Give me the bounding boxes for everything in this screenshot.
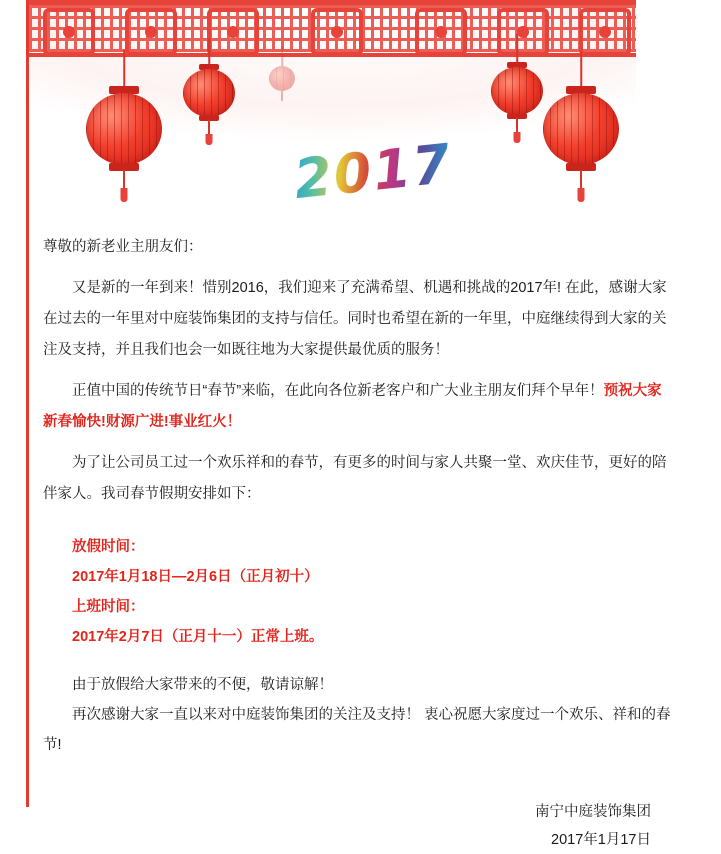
paragraph-new-year-greeting: 又是新的一年到来！惜别2016，我们迎来了充满希望、机遇和挑战的2017年! 在此，感谢大家在过去的一年里对中庭装饰集团的支持与信任。同时也希望在新的一年里，中庭继续得到大家的关注及支持，并且我们也会一如既往地为大家提供最优质的服务！ (43, 280, 667, 358)
signature-block (29, 798, 689, 854)
lantern-icon (489, 34, 545, 154)
new-year-banner (29, 0, 636, 222)
lantern-icon (181, 38, 237, 158)
salutation: 尊敬的新老业主朋友们： (43, 239, 203, 255)
closing-block (29, 670, 689, 760)
paragraph-spring-festival (29, 376, 689, 438)
letter-body (29, 232, 689, 848)
work-resume-label: 上班时间： (72, 599, 145, 615)
lantern-icon (541, 52, 621, 202)
closing-line-1: 由于放假给大家带来的不便，敬请谅解！ (72, 677, 333, 693)
lantern-icon (84, 50, 164, 200)
paragraph-holiday-arrangement: 为了让公司员工过一个欢乐祥和的春节，有更多的时间与家人共聚一堂、欢庆佳节，更好的陪伴家人。我司春节假期安排如下： (43, 455, 667, 502)
lantern-icon (267, 46, 297, 126)
vacation-label: 放假时间： (72, 539, 145, 555)
closing-line-2: 再次感谢大家一直以来对中庭装饰集团的关注及支持！ 衷心祝愿大家度过一个欢乐、祥和的春节! (43, 707, 671, 753)
signature-date: 2017年1月17日 (551, 832, 651, 848)
spring-paragraph-normal-text: 正值中国的传统节日“春节”来临，在此向各位新老客户和广大业主朋友们拜个早年！ (72, 383, 604, 399)
year-2017-graphic: 2017 (291, 131, 456, 212)
holiday-schedule (29, 532, 689, 652)
signature-company: 南宁中庭装饰集团 (535, 804, 651, 820)
work-resume-date: 2017年2月7日（正月十一）正常上班。 (72, 629, 324, 645)
spring-paragraph-highlight-text: 预祝大家新春愉快!财源广进!事业红火！ (43, 383, 662, 430)
vacation-dates: 2017年1月18日—2月6日（正月初十） (72, 569, 319, 585)
